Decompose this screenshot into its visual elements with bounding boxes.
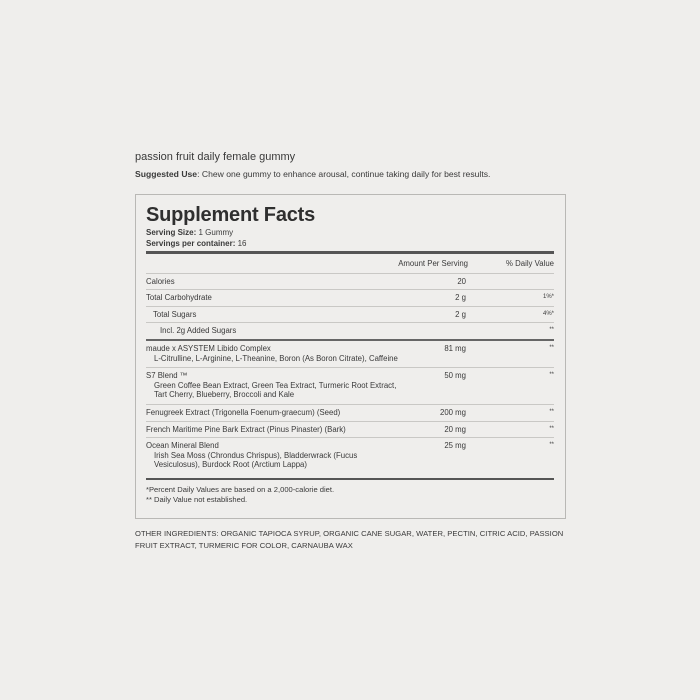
footnote-not-established: ** Daily Value not established. <box>146 494 248 504</box>
row-name: Fenugreek Extract (Trigonella Foenum-graecum) (Seed) <box>146 407 341 417</box>
blend-detail: Irish Sea Moss (Chrondus Chrispus), Bladderwrack (Fucus Vesiculosus), Burdock Root (Arctium Lappa) <box>154 450 358 470</box>
table-row <box>146 368 554 405</box>
serving-size-label: Serving Size: <box>146 228 197 237</box>
row-name: French Maritime Pine Bark Extract (Pinus Pinaster) (Bark) <box>146 424 346 434</box>
row-amount: 25 mg <box>444 441 466 451</box>
row-dv: 1%* <box>542 294 554 301</box>
blend-name: S7 Blend ™ <box>146 371 188 381</box>
row-dv: ** <box>549 344 554 351</box>
row-name: Total Sugars <box>153 309 197 319</box>
row-amount: 81 mg <box>444 343 466 353</box>
table-row <box>146 438 554 476</box>
row-dv: ** <box>549 372 554 379</box>
footnotes <box>146 485 554 505</box>
row-dv <box>496 277 554 287</box>
row-name: Incl. 2g Added Sugars <box>160 326 237 336</box>
serving-size-value: 1 Gummy <box>196 228 234 237</box>
label-content <box>135 150 575 552</box>
table-row <box>146 341 554 368</box>
header-daily-value: % Daily Value <box>506 259 554 268</box>
serving-size <box>146 228 554 238</box>
suggested-use-label: Suggested Use <box>135 169 198 179</box>
servings-value: 16 <box>235 239 247 248</box>
table-header <box>146 254 554 274</box>
servings-per-container <box>146 239 554 249</box>
row-dv: 4%* <box>542 310 554 317</box>
table-row <box>146 274 554 291</box>
product-name: passion fruit daily female gummy <box>135 151 296 163</box>
panel-title: Supplement Facts <box>146 204 316 226</box>
table-row <box>146 323 554 339</box>
footnote-daily-values: *Percent Daily Values are based on a 2,000-calorie diet. <box>146 484 335 494</box>
row-name: Total Carbohydrate <box>146 293 212 303</box>
row-dv: ** <box>549 425 554 432</box>
row-amount: 2 g <box>455 309 466 319</box>
row-amount: 20 mg <box>444 424 466 434</box>
supplement-facts-panel <box>135 194 566 519</box>
row-amount: 2 g <box>455 293 466 303</box>
servings-label: Servings per container: <box>146 239 236 248</box>
suggested-use <box>135 168 575 180</box>
blend-name: maude x ASYSTEM Libido Complex <box>146 343 271 353</box>
row-amount: 200 mg <box>439 407 466 417</box>
row-dv: ** <box>549 408 554 415</box>
blend-name: Ocean Mineral Blend <box>146 441 219 451</box>
row-amount: 20 <box>457 276 466 286</box>
blend-detail: Green Coffee Bean Extract, Green Tea Extract, Turmeric Root Extract, Tart Cherry, Blueberry, Broccoli and Kale <box>154 380 397 400</box>
blend-detail: L-Citrulline, L-Arginine, L-Theanine, Boron (As Boron Citrate), Caffeine <box>154 353 398 363</box>
suggested-use-text: : Chew one gummy to enhance arousal, continue taking daily for best results. <box>197 169 491 179</box>
table-row <box>146 307 554 324</box>
table-row <box>146 405 554 422</box>
table-row <box>146 422 554 439</box>
row-amount: 50 mg <box>444 371 466 381</box>
header-amount: Amount Per Serving <box>398 259 468 268</box>
table-row <box>146 290 554 307</box>
row-amount <box>416 326 496 336</box>
bottom-divider <box>146 478 554 480</box>
row-dv: ** <box>549 442 554 449</box>
other-ingredients: OTHER INGREDIENTS: ORGANIC TAPIOCA SYRUP, ORGANIC CANE SUGAR, WATER, PECTIN, CITRIC ACID, PASSION FRUIT EXTRACT, TURMERIC FOR COLOR, CARNAUBA WAX <box>135 529 564 550</box>
row-dv: ** <box>549 327 554 334</box>
row-name: Calories <box>146 276 175 286</box>
